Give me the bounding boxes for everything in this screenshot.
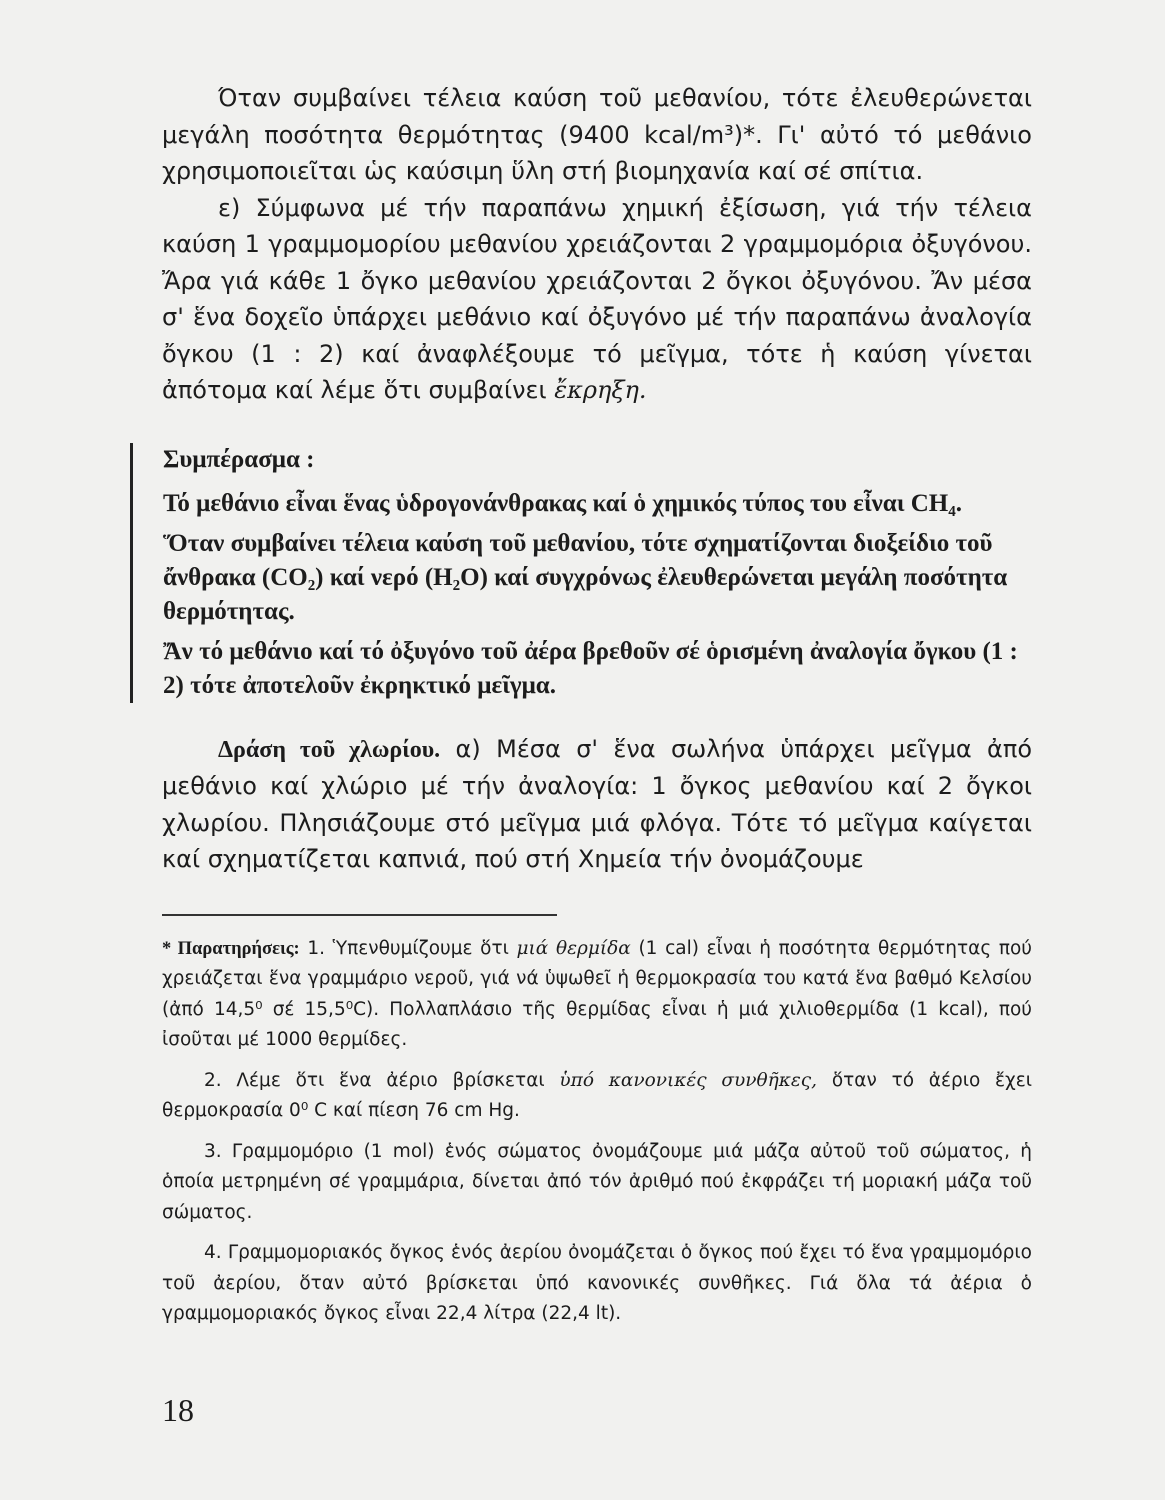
paragraph-text: Όταν συμβαίνει τέλεια καύση τοῦ μεθανίου, τότε ἐλευθερώνεται μεγάλη ποσότητα θερμότητας (9400 kcal/m³)*. Γι' αὐτό τό μεθάνιο χρησιμοποιεῖται ὡς καύσιμη ὕλη στή βιομηχανία καί σέ σπίτια. (162, 84, 1032, 185)
footnotes-heading: * Παρατηρήσεις: (162, 938, 300, 959)
footnote-text: ὅταν τό ἀέριο ἔχει θερμοκρασία 0⁰ C καί πίεση 76 cm Hg. (162, 1069, 1032, 1121)
paragraph-chlorine-action (162, 731, 1032, 878)
footnote-text: 4. Γραμμομοριακός ὄγκος ἑνός ἀερίου ὀνομάζεται ὁ ὄγκος πού ἔχει τό ἕνα γραμμομόριο τοῦ ἀερίου, ὅταν αὐτό βρίσκεται ὑπό κανονικές συνθῆκες. Γιά ὅλα τά ἀέρια ὁ γραμμομοριακός ὄγκος εἶναι 22,4 λίτρα (22,4 lt). (162, 1242, 1032, 1324)
term-calorie: μιά θερμίδα (516, 937, 631, 959)
footnote-4 (162, 1238, 1032, 1330)
conclusion-item: Ἄν τό μεθάνιο καί τό ὀξυγόνο τοῦ ἀέρα βρεθοῦν σέ ὁρισμένη ἀναλογία ὄγκου (1 : 2) τότε ἀποτελοῦν ἐκρηκτικό μεῖγμα. (163, 637, 1018, 699)
term-explosion: ἔκρηξη. (554, 376, 647, 404)
footnote-text: 2. Λέμε ὅτι ἕνα ἀέριο βρίσκεται (204, 1069, 545, 1091)
section-lead: Δράση τοῦ χλωρίου. (218, 736, 441, 763)
conclusion-item: Ὅταν συμβαίνει τέλεια καύση τοῦ μεθανίου, τότε σχηματίζονται διοξείδιο τοῦ ἄνθρακα (CO₂) καί νερό (H₂O) καί συγχρόνως ἐλευθερώνεται μεγάλη ποσότητα θερμότητας. (163, 529, 1008, 625)
term-standard-conditions: ὑπό κανονικές συνθῆκες, (559, 1069, 818, 1091)
conclusion-title: Συμπέρασμα : (163, 445, 315, 473)
page-number: 18 (162, 1392, 194, 1428)
conclusion-item: Τό μεθάνιο εἶναι ἕνας ὑδρογονάνθρακας καί ὁ χημικός τύπος του εἶναι CH₄. (163, 489, 962, 517)
page-content (162, 80, 1032, 1340)
paragraph-text: ε) Σύμφωνα μέ τήν παραπάνω χημική ἐξίσωση, γιά τήν τέλεια καύση 1 γραμμομορίου μεθανίου χρειάζονται 2 γραμμομόρια ὀξυγόνου. Ἄρα γιά κάθε 1 ὄγκο μεθανίου χρειάζονται 2 ὄγκοι ὀξυγόνου. Ἄν μέσα σ' ἕνα δοχεῖο ὑπάρχει μεθάνιο καί ὀξυγόνο μέ τήν παραπάνω ἀναλογία ὄγκου (1 : 2) καί ἀναφλέξουμε τό μεῖγμα, τότε ἡ καύση γίνεται ἀπότομα καί λέμε ὅτι συμβαίνει (162, 193, 1032, 404)
footnote-text: 1. Ὑπενθυμίζουμε ὅτι (307, 937, 509, 959)
footnote-2 (162, 1066, 1032, 1127)
paragraph-methane-combustion (162, 80, 1032, 190)
paragraph-text: α) Μέσα σ' ἕνα σωλήνα ὑπάρχει μεῖγμα ἀπό μεθάνιο καί χλώριο μέ τήν ἀναλογία: 1 ὄγκος μεθανίου καί 2 ὄγκοι χλωρίου. Πλησιάζουμε στό μεῖγμα μιά φλόγα. Τότε τό μεῖγμα καίγεται καί σχηματίζεται καπνιά, πού στή Χημεία τήν ὀνομάζουμε (162, 734, 1032, 873)
footnote-text: (1 cal) εἶναι ἡ ποσότητα θερμότητας πού χρειάζεται ἕνα γραμμάριο νεροῦ, γιά νά ὑψωθεῖ ἡ θερμοκρασία του κατά ἕνα βαθμό Κελσίου (ἀπό 14,5⁰ σέ 15,5⁰C). Πολλαπλάσιο τῆς θερμίδας εἶναι ἡ μιά χιλιοθερμίδα (1 kcal), πού ἰσοῦται μέ 1000 θερμίδες. (162, 937, 1032, 1050)
conclusion-box (130, 443, 1032, 703)
footnote-3 (162, 1137, 1032, 1229)
footnote-text: 3. Γραμμομόριο (1 mol) ἑνός σώματος ὀνομάζουμε μιά μάζα αὐτοῦ τοῦ σώματος, ἡ ὁποία μετρημένη σέ γραμμάρια, δίνεται ἀπό τόν ἀριθμό πού ἐκφράζει τή μοριακή μάζα τοῦ σώματος. (162, 1140, 1032, 1223)
footnotes (162, 934, 1032, 1330)
footnote-1 (162, 934, 1032, 1056)
footnote-divider (162, 914, 557, 916)
paragraph-volume-ratio (162, 190, 1032, 409)
